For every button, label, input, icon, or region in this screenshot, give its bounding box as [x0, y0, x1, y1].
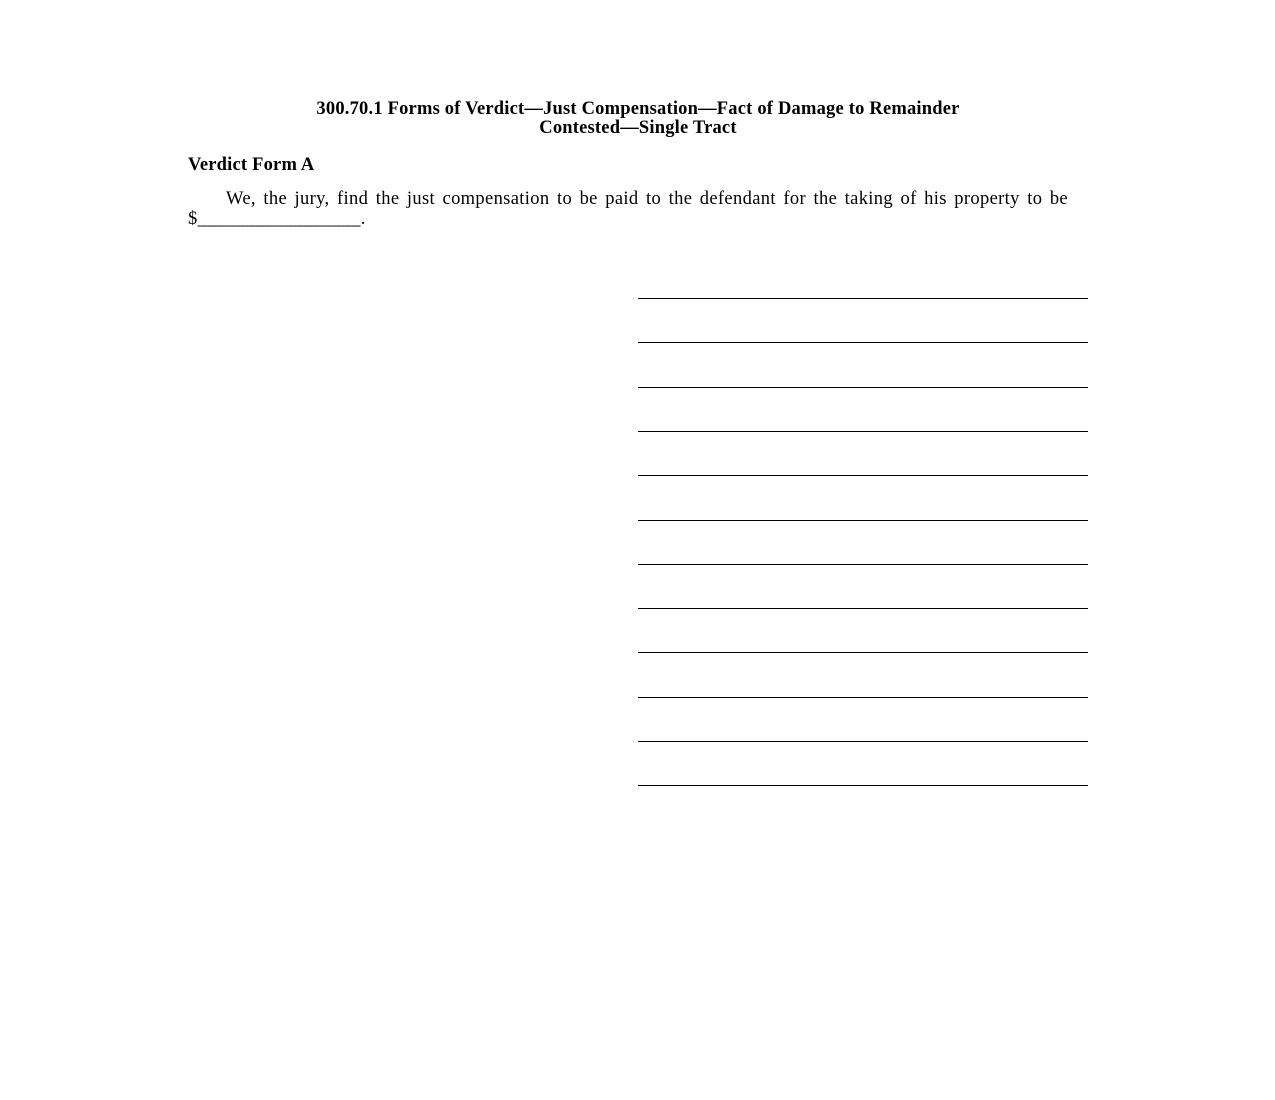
signature-line: [638, 387, 1088, 388]
signature-line: [638, 741, 1088, 742]
signature-line: [638, 652, 1088, 653]
signature-line: [638, 298, 1088, 299]
signature-line: [638, 520, 1088, 521]
verdict-statement: We, the jury, find the just compensation to be paid to the defendant for the taking of his property to be $_________________.: [188, 189, 1068, 229]
document-title: [188, 100, 1088, 138]
signature-line: [638, 431, 1088, 432]
title-line-1: 300.70.1 Forms of Verdict—Just Compensation—Fact of Damage to Remainder: [316, 99, 960, 119]
signature-line: [638, 697, 1088, 698]
verdict-form-heading: Verdict Form A: [188, 155, 315, 175]
signature-line: [638, 475, 1088, 476]
signature-line: [638, 608, 1088, 609]
title-line-2: Contested—Single Tract: [539, 118, 737, 138]
signature-line: [638, 564, 1088, 565]
signature-line: [638, 785, 1088, 786]
signature-line: [638, 342, 1088, 343]
